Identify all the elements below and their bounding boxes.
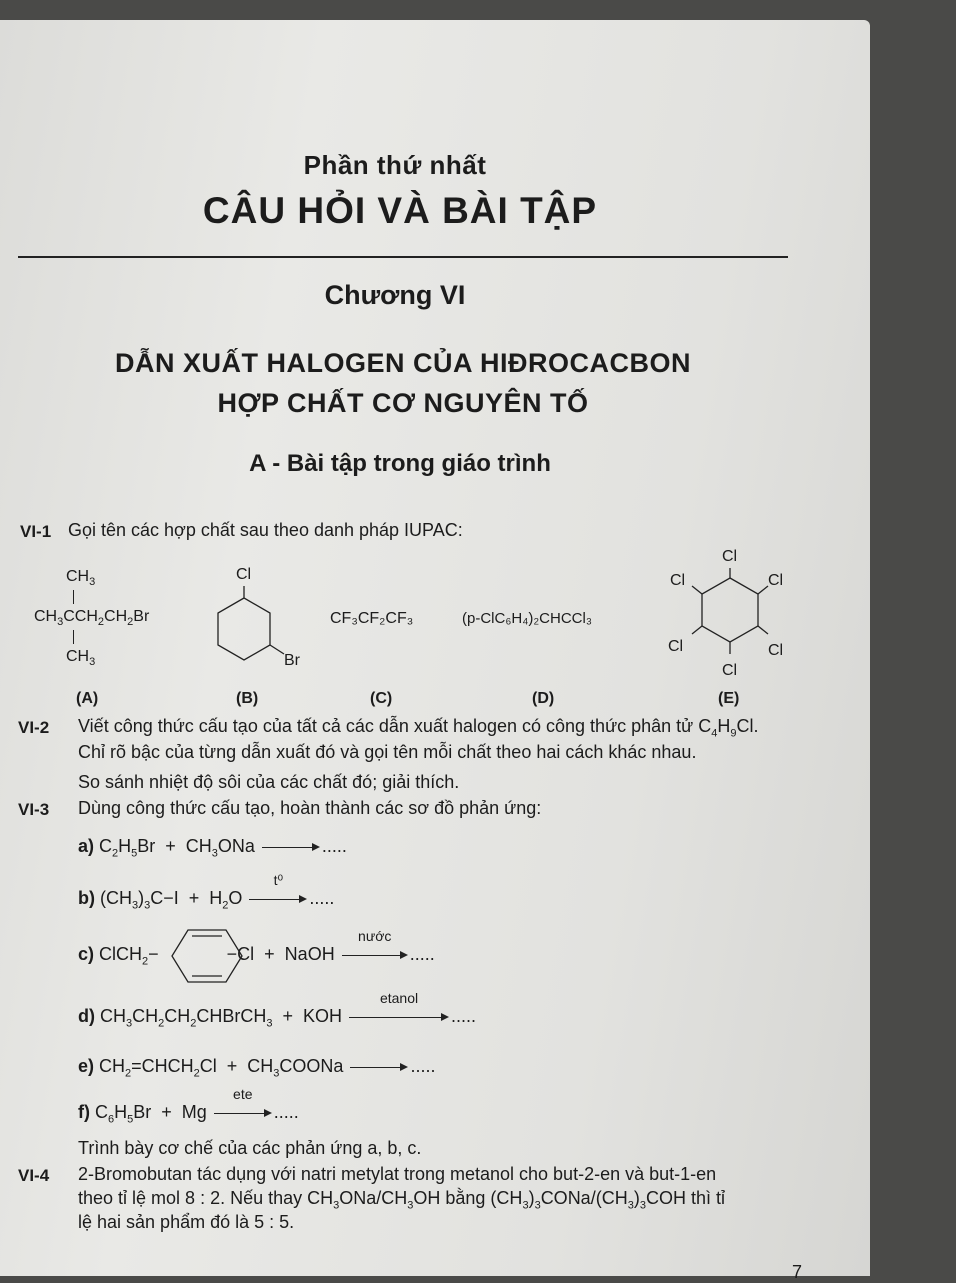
problem-label-vi4: VI-4 [18,1166,50,1185]
problem-text-vi4-line3: lệ hai sản phẩm đó là 5 : 5. [78,1212,295,1232]
compound-e-cl-lower-right: Cl [768,642,784,659]
reaction-arrow-e [350,1060,408,1074]
reaction-arrow-f [214,1086,272,1120]
page-number: 7 [792,1262,803,1282]
chapter-title-line2: HỢP CHẤT CƠ NGUYÊN TỐ [217,388,589,418]
compound-c-formula: CF₃CF₂CF₃ [330,610,414,627]
compound-e-cl-bottom: Cl [722,662,738,679]
compound-b-ring [210,584,290,666]
problem-label-vi2: VI-2 [18,718,50,737]
reaction-b: b) $(CH_3)_3C-I + H_2O$ t⁰ ..... [78,872,335,912]
compound-a-top-ch3: $CH_3$ [66,568,96,589]
problem-text-vi2-line3: So sánh nhiệt độ sôi của các chất đó; giải thích. [78,772,460,792]
problem-text-vi2-line2: Chỉ rõ bậc của từng dẫn xuất đó và gọi tên mỗi chất theo hai cách khác nhau. [78,742,697,762]
compound-b-br: Br [284,652,300,669]
benzene-ring [170,926,244,986]
section-heading: A - Bài tập trong giáo trình [249,450,551,477]
reaction-condition-d: etanol [379,990,419,1007]
compound-e-cl-upper-right: Cl [768,572,784,589]
compound-a-chain: $CH_3CCH_2CH_2Br$ [34,608,150,629]
reaction-c: c) ClCH$_2$− −Cl + NaOH nước ..... [78,928,435,968]
compound-label-c: (C) [370,690,393,707]
compound-a-bond-top [73,590,74,604]
reaction-a: a) $C_2H_5Br + CH_3ONa$ ..... [78,836,347,860]
compound-label-a: (A) [76,690,99,707]
reaction-condition-f: ete [233,1086,253,1103]
compound-e-cl-upper-left: Cl [670,572,686,589]
problem-text-vi4-line2: theo tỉ lệ mol 8 : 2. Nếu thay $CH_3ONa/CH_3OH$ bằng $(CH_3)_3CONa/(CH_3)_3COH$ thì tỉ [78,1188,725,1212]
reaction-d: d) $CH_3CH_2CH_2CHBrCH_3$ + KOH etanol ..... [78,990,477,1030]
title-divider [18,256,788,258]
compound-e-cl-top: Cl [722,548,738,565]
page-title: CÂU HỎI VÀ BÀI TẬP [202,190,598,231]
reaction-arrow-b [249,872,307,906]
problem-label-vi3: VI-3 [18,800,50,819]
reaction-arrow-c [342,928,408,962]
problem-label-vi1: VI-1 [20,522,52,541]
compound-label-e: (E) [718,690,740,707]
compound-a-bond-bottom [73,630,74,644]
chapter-title-line1: DẪN XUẤT HALOGEN CỦA HIĐROCACBON [115,348,691,378]
problem-text-vi2-line1: Viết công thức cấu tạo của tất cả các dẫn xuất halogen có công thức phân tử $C_4H_9Cl$. [78,716,759,740]
reaction-condition-c: nước [358,928,392,945]
compound-b-cl: Cl [236,566,252,583]
mechanism-instruction: Trình bày cơ chế của các phản ứng a, b, c. [78,1138,422,1158]
reaction-e: e) $CH_2=CHCH_2Cl$ + $CH_3COONa$ ..... [78,1056,436,1080]
compound-label-d: (D) [532,690,555,707]
problem-text-vi4-line1: 2-Bromobutan tác dụng với natri metylat trong metanol cho but-2-en và but-1-en [78,1164,717,1184]
compound-e-cl-lower-left: Cl [668,638,684,655]
compound-a-bottom-ch3: $CH_3$ [66,648,96,669]
part-heading: Phần thứ nhất [303,150,487,180]
compound-label-b: (B) [236,690,259,707]
problem-text-vi1: Gọi tên các hợp chất sau theo danh pháp IUPAC: [68,520,463,540]
problem-text-vi3: Dùng công thức cấu tạo, hoàn thành các sơ đồ phản ứng: [78,798,542,818]
compound-d-formula: (p-ClC₆H₄)₂CHCCl₃ [462,610,592,627]
reaction-f: f) $C_6H_5Br + Mg$ ete ..... [78,1086,299,1126]
reaction-condition-b: t⁰ [273,872,284,889]
chapter-label: Chương VI [324,280,466,310]
reaction-arrow-a [262,840,320,854]
reaction-arrow-d [349,990,449,1024]
